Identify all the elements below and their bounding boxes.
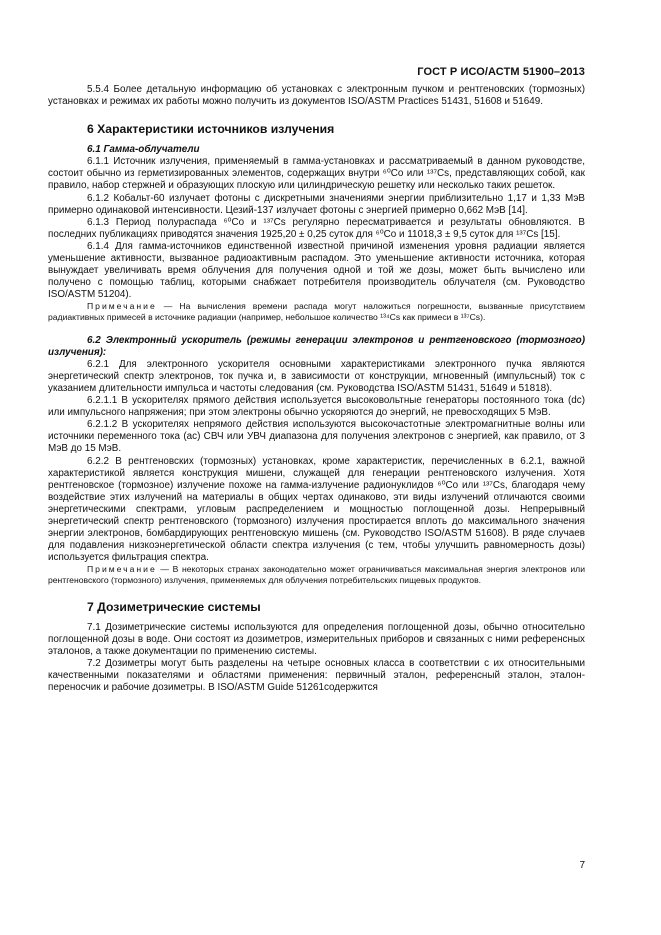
paragraph-6-2-1-2: 6.2.1.2 В ускорителях непрямого действия используются высокочастотные электромагнитные волны или источники переменного тока (ас) СВЧ или УВЧ диапазона для получения электронов с энергией, как правило, от 3 МэВ до 15 МэВ. [48,419,585,455]
section-6-title: 6 Характеристики источников излучения [87,122,335,137]
note-label: Примечание [87,301,157,312]
paragraph-6-2-2: 6.2.2 В рентгеновских (тормозных) установках, кроме характеристик, перечисленных в 6.2.1, важной характеристикой является конструкция мишени, служащей для генерации рентгеновского излучения. Хотя рентгеновское (тормозное) излучение похоже на гамма-излучение радионуклидов ⁶⁰Co или ¹³⁷Cs, благодаря чему воздействие этих излучений на материалы в общих чертах одинаково, эти виды излучений отличаются своими энергетическими спектрами, угловым распределением и мощностью поглощенной дозы. Непрерывный энергетический спектр рентгеновского (тормозного) излучения простирается вплоть до максимального значения энергии электронов, бомбардирующих рентгеновскую мишень (см. Руководство ISO/ASTM 51608). В ряде случаев для подавления низкоэнергетической области спектра излучения (с тем, чтобы улучшить равномерность дозы) используется фильтрация спектра. [48,455,585,564]
paragraph-6-2-1: 6.2.1 Для электронного ускорителя основными характеристиками электронного пучка являются энергетический спектр электронов, ток пучка и, в зависимости от конструкции, мгновенный (импульсный) ток с указанием длительности импульса и частоты следования (см. Руководства ISO/ASTM 51431, 51649 и 51818). [48,358,585,394]
note-text: — В некоторых странах законодательно может ограничиваться максимальная энергия электронов или рентгеновского (тормозного) излучения, применяемых для облучения потребительских пищевых продуктов. [48,564,585,585]
paragraph-7-2: 7.2 Дозиметры могут быть разделены на четыре основных класса в соответствии с их относительными качественными показателями и областями применения: первичный эталон, референсный эталон, эталон-переносчик и рабочие дозиметры. В ISO/ASTM Guide 51261содержится [48,657,585,694]
subsection-6-2-title: 6.2 Электронный ускоритель (режимы генерации электронов и рентгеновского (тормозного) излучения): [48,334,585,358]
note-label: Примечание [87,564,157,575]
paragraph-6-1-2: 6.1.2 Кобальт-60 излучает фотоны с дискретными значениями энергии приблизительно 1,17 и 1,33 МэВ примерно одинаковой интенсивности. Цезий-137 излучает фотоны с энергией примерно 0,662 МэВ [14]. [48,192,585,216]
page-content [48,84,585,694]
note-legislation [48,564,585,585]
paragraph-6-2-1-1: 6.2.1.1 В ускорителях прямого действия используется высоковольтные генераторы постоянного тока (dc) или импульсного напряжения; при этом электроны обычно ускоряются до энергий, не превосходящих 5 МэВ. [48,395,585,419]
note-radioactive-impurities [48,301,585,322]
page-number: 7 [579,860,585,871]
paragraph-7-1: 7.1 Дозиметрические системы используются для определения поглощенной дозы, обычно относительно поглощенной дозы в воде. Они состоят из дозиметров, измерительных приборов и связанных с ними референсных эталонов, а также документации по применению системы. [48,621,585,657]
subsection-6-1-title: 6.1 Гамма-облучатели [87,144,200,156]
paragraph-6-1-3: 6.1.3 Период полураспада ⁶⁰Co и ¹³⁷Cs регулярно пересматривается и результаты обновляются. В последних публикациях приводятся значения 1925,20 ± 0,25 суток для ⁶⁰Co и 11018,3 ± 9,5 суток для ¹³⁷Cs [15]. [48,216,585,240]
section-7-title: 7 Дозиметрические системы [87,599,261,614]
note-text: — На вычисления времени распада могут наложиться погрешности, вызванные присутствием радиактивных примесей в источнике радиации (например, небольшое количество ¹³⁴Cs как примеси в ¹³⁷Cs). [48,301,585,322]
paragraph-6-1-4: 6.1.4 Для гамма-источников единственной известной причиной изменения уровня радиации является уменьшение активности, вызванное радиоактивным распадом. Это уменьшение активности источника, которая вынуждает увеличивать время облучения для получения одной и той же дозы, может быть вычислено или получено с помощью таблиц, которыми снабжает потребителя производитель облучателя (см. Руководство ISO/ASTM 51204). [48,240,585,301]
standard-header: ГОСТ Р ИСО/АСТМ 51900–2013 [417,66,585,78]
paragraph-5-5-4: 5.5.4 Более детальную информацию об установках с электронным пучком и рентгеновских (тормозных) установках и режимах их работы можно получить из документов ISO/ASTM Practices 51431, 51608 и 51649. [48,84,585,108]
paragraph-6-1-1: 6.1.1 Источник излучения, применяемый в гамма-установках и рассматриваемый в данном руководстве, состоит обычно из герметизированных элементов, содержащих внутри ⁶⁰Co или ¹³⁷Cs, представляющих собой, как правило, набор стержней и образующих плоскую или цилиндрическую решетку или несколько таких решеток. [48,156,585,192]
